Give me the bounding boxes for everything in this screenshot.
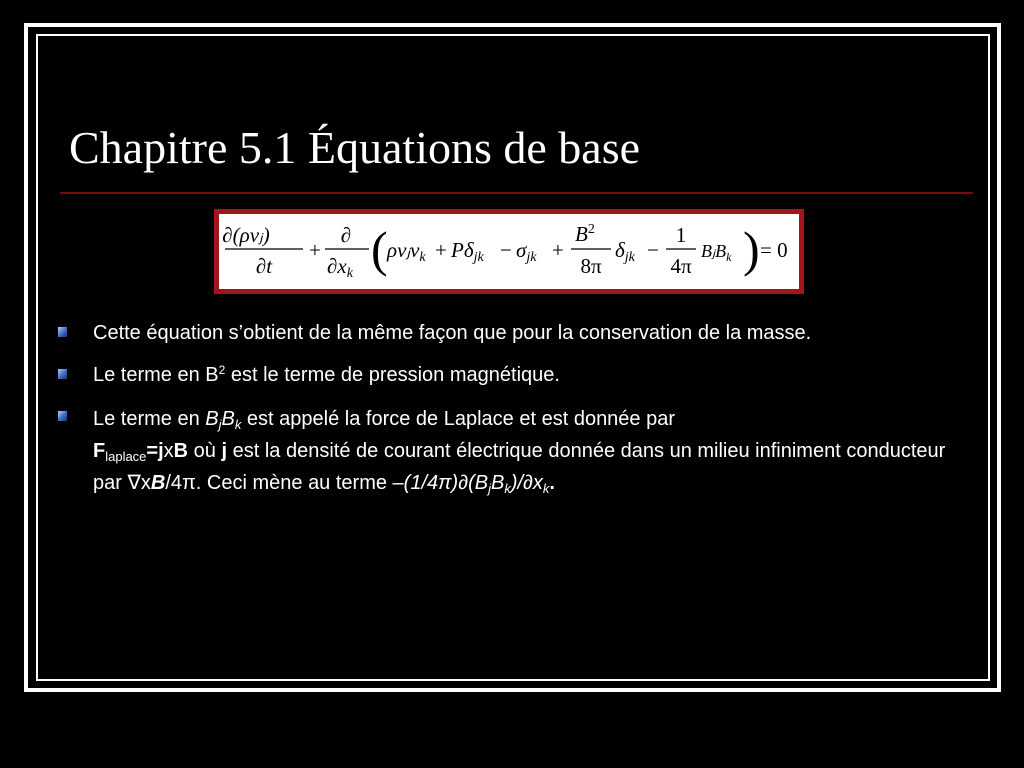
eq-term-bjbk: BⱼB$_k$ <box>701 241 732 264</box>
eq-frac3-denominator: 8π <box>580 254 602 278</box>
bullet-2-text: Le terme en $B^2$ est le terme de pression magnétique. <box>93 363 560 386</box>
eq-frac2-numerator: ∂ <box>340 223 352 247</box>
eq-frac1-numerator: ∂(ρvⱼ) <box>222 223 270 247</box>
eq-rhs: = 0 <box>760 238 788 262</box>
eq-paren-close: ) <box>743 221 760 277</box>
square-bullet-icon <box>58 327 67 337</box>
eq-frac1-denominator: ∂t <box>255 254 273 278</box>
list-item <box>58 403 958 499</box>
title-divider <box>60 192 973 194</box>
slide-title: Chapitre 5.1 Équations de base <box>69 122 641 173</box>
eq-plus-1: + <box>309 238 321 262</box>
eq-frac3-numerator: $B^2$ <box>575 222 595 246</box>
equation-box <box>214 209 804 294</box>
eq-plus-3: + <box>552 238 564 262</box>
bullet-3-text: Le terme en $B_jB_k$ est appelé la force de Laplace et est donnée par $F_{laplace}=jxB$ où j est la densité de courant électrique donnée dans un milieu infiniment conducteur par ∇xB/4π. Ceci mène au terme $-(1/4\pi)\partial(B_jB_k)/\partial x_k$. <box>93 408 946 496</box>
eq-plus-2: + <box>435 238 447 262</box>
square-bullet-icon <box>58 411 67 421</box>
eq-frac4-numerator: 1 <box>675 223 687 247</box>
eq-frac2-denominator: ∂xk <box>327 254 353 281</box>
bullet-list <box>58 319 958 512</box>
eq-term-rho-v-v: ρvⱼvk <box>387 238 426 265</box>
eq-frac4-denominator: 4π <box>670 254 692 278</box>
eq-paren-open: ( <box>371 221 388 277</box>
eq-minus-1: − <box>500 238 512 262</box>
list-item <box>58 319 958 348</box>
eq-term-pressure: Pδjk <box>451 238 484 265</box>
eq-term-delta: δjk <box>615 238 635 265</box>
momentum-equation <box>219 214 799 289</box>
square-bullet-icon <box>58 369 67 379</box>
bullet-1-text: Cette équation s’obtient de la même façon que pour la conservation de la masse. <box>93 322 812 344</box>
eq-minus-2: − <box>647 238 659 262</box>
eq-term-sigma: σjk <box>516 238 537 265</box>
list-item <box>58 361 958 390</box>
